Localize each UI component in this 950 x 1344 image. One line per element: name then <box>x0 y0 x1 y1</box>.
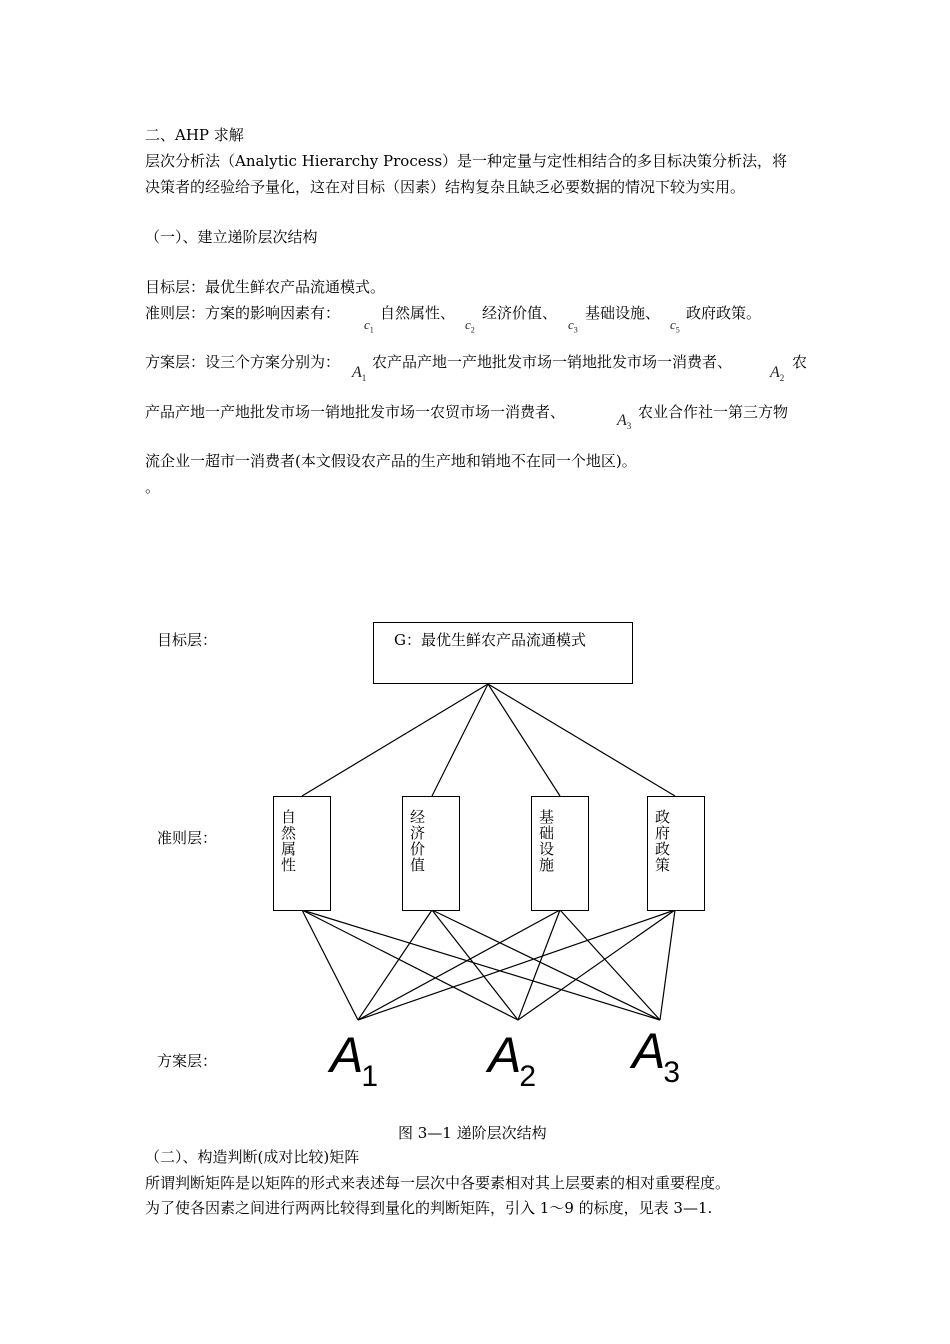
edge-c1-a1 <box>302 910 358 1020</box>
subsection-2-title: （二）、构造判断(成对比较)矩阵 <box>145 1148 360 1166</box>
a2-symbol: $A_2$ <box>770 364 785 384</box>
criteria-box-4 <box>647 796 705 911</box>
criteria-box-1 <box>273 796 331 911</box>
scheme-a2-text-part1: 农 <box>792 353 808 371</box>
scheme-a3-text-part2: 流企业一超市一消费者(本文假设农产品的生产地和销地不在同一个地区)。 <box>145 452 637 470</box>
criteria-prefix: 准则层：方案的影响因素有： <box>145 304 341 322</box>
diagram-criteria-label: 准则层： <box>157 829 218 847</box>
intro-line-2: 决策者的经验给予量化，这在对目标（因素）结构复杂且缺乏必要数据的情况下较为实用。 <box>145 178 746 196</box>
criteria-item-3: 基础设施、 <box>585 304 661 322</box>
criteria-box-3 <box>531 796 589 911</box>
alternative-a1: $A_1$ <box>330 1027 379 1093</box>
figure-caption: 图 3—1 递阶层次结构 <box>398 1124 547 1142</box>
edge-c1-a2 <box>302 910 518 1020</box>
diagram-goal-label: 目标层： <box>157 631 218 649</box>
edge-c4-a2 <box>518 910 675 1020</box>
intro-line-1: 层次分析法（Analytic Hierarchy Process）是一种定量与定性相结合的多目标决策分析法，将 <box>145 152 788 170</box>
criteria-item-2: 经济价值、 <box>482 304 558 322</box>
criteria-box-1-text: 自然属性 <box>281 808 297 874</box>
a3-symbol: $A_3$ <box>617 412 632 432</box>
edge-c4-a1 <box>358 910 675 1020</box>
c5-symbol: $c_5$ <box>670 317 680 335</box>
para2-line-1: 所谓判断矩阵是以矩阵的形式来表述每一层次中各要素相对其上层要素的相对重要程度。 <box>145 1174 731 1192</box>
para2-line-2: 为了使各因素之间进行两两比较得到量化的判断矩阵，引入 1～9 的标度，见表 3—1. <box>145 1199 713 1217</box>
edge-c2-a1 <box>358 910 432 1020</box>
edge-c1-a3 <box>302 910 660 1020</box>
c1-symbol: $c_1$ <box>364 317 374 335</box>
c2-symbol: $c_2$ <box>465 317 475 335</box>
criteria-box-2-text: 经济价值 <box>410 808 426 874</box>
edge-goal-c3 <box>488 684 560 796</box>
edge-c4-a3 <box>660 910 675 1020</box>
section-title: 二、AHP 求解 <box>145 126 244 144</box>
criteria-box-3-text: 基础设施 <box>539 808 555 874</box>
criteria-box-4-text: 政府政策 <box>655 808 671 874</box>
diagram-scheme-label: 方案层： <box>157 1052 218 1070</box>
alternative-a3: $A_3$ <box>632 1023 681 1089</box>
criteria-box-2 <box>402 796 460 911</box>
edge-c3-a1 <box>358 910 560 1020</box>
subsection-1-title: （一）、建立递阶层次结构 <box>145 228 318 246</box>
a1-symbol: $A_1$ <box>352 364 367 384</box>
scheme-a3-text-part1: 农业合作社一第三方物 <box>638 403 789 421</box>
goal-box <box>373 622 633 684</box>
scheme-prefix: 方案层：设三个方案分别为： <box>145 353 341 371</box>
goal-layer-line: 目标层：最优生鲜农产品流通模式。 <box>145 278 386 296</box>
criteria-item-4: 政府政策。 <box>686 304 762 322</box>
scheme-a1-text: 农产品产地一产地批发市场一销地批发市场一消费者、 <box>372 353 733 371</box>
edge-c3-a2 <box>518 910 560 1020</box>
alternative-a2: $A_2$ <box>488 1027 537 1093</box>
c3-symbol: $c_3$ <box>568 317 578 335</box>
goal-box-text: G：最优生鲜农产品流通模式 <box>394 631 586 649</box>
edge-goal-c4 <box>488 684 675 796</box>
stray-period: 。 <box>145 478 161 496</box>
edge-c3-a3 <box>560 910 660 1020</box>
criteria-item-1: 自然属性、 <box>380 304 456 322</box>
edge-c2-a2 <box>432 910 518 1020</box>
scheme-a2-text-part2: 产品产地一产地批发市场一销地批发市场一农贸市场一消费者、 <box>145 403 566 421</box>
